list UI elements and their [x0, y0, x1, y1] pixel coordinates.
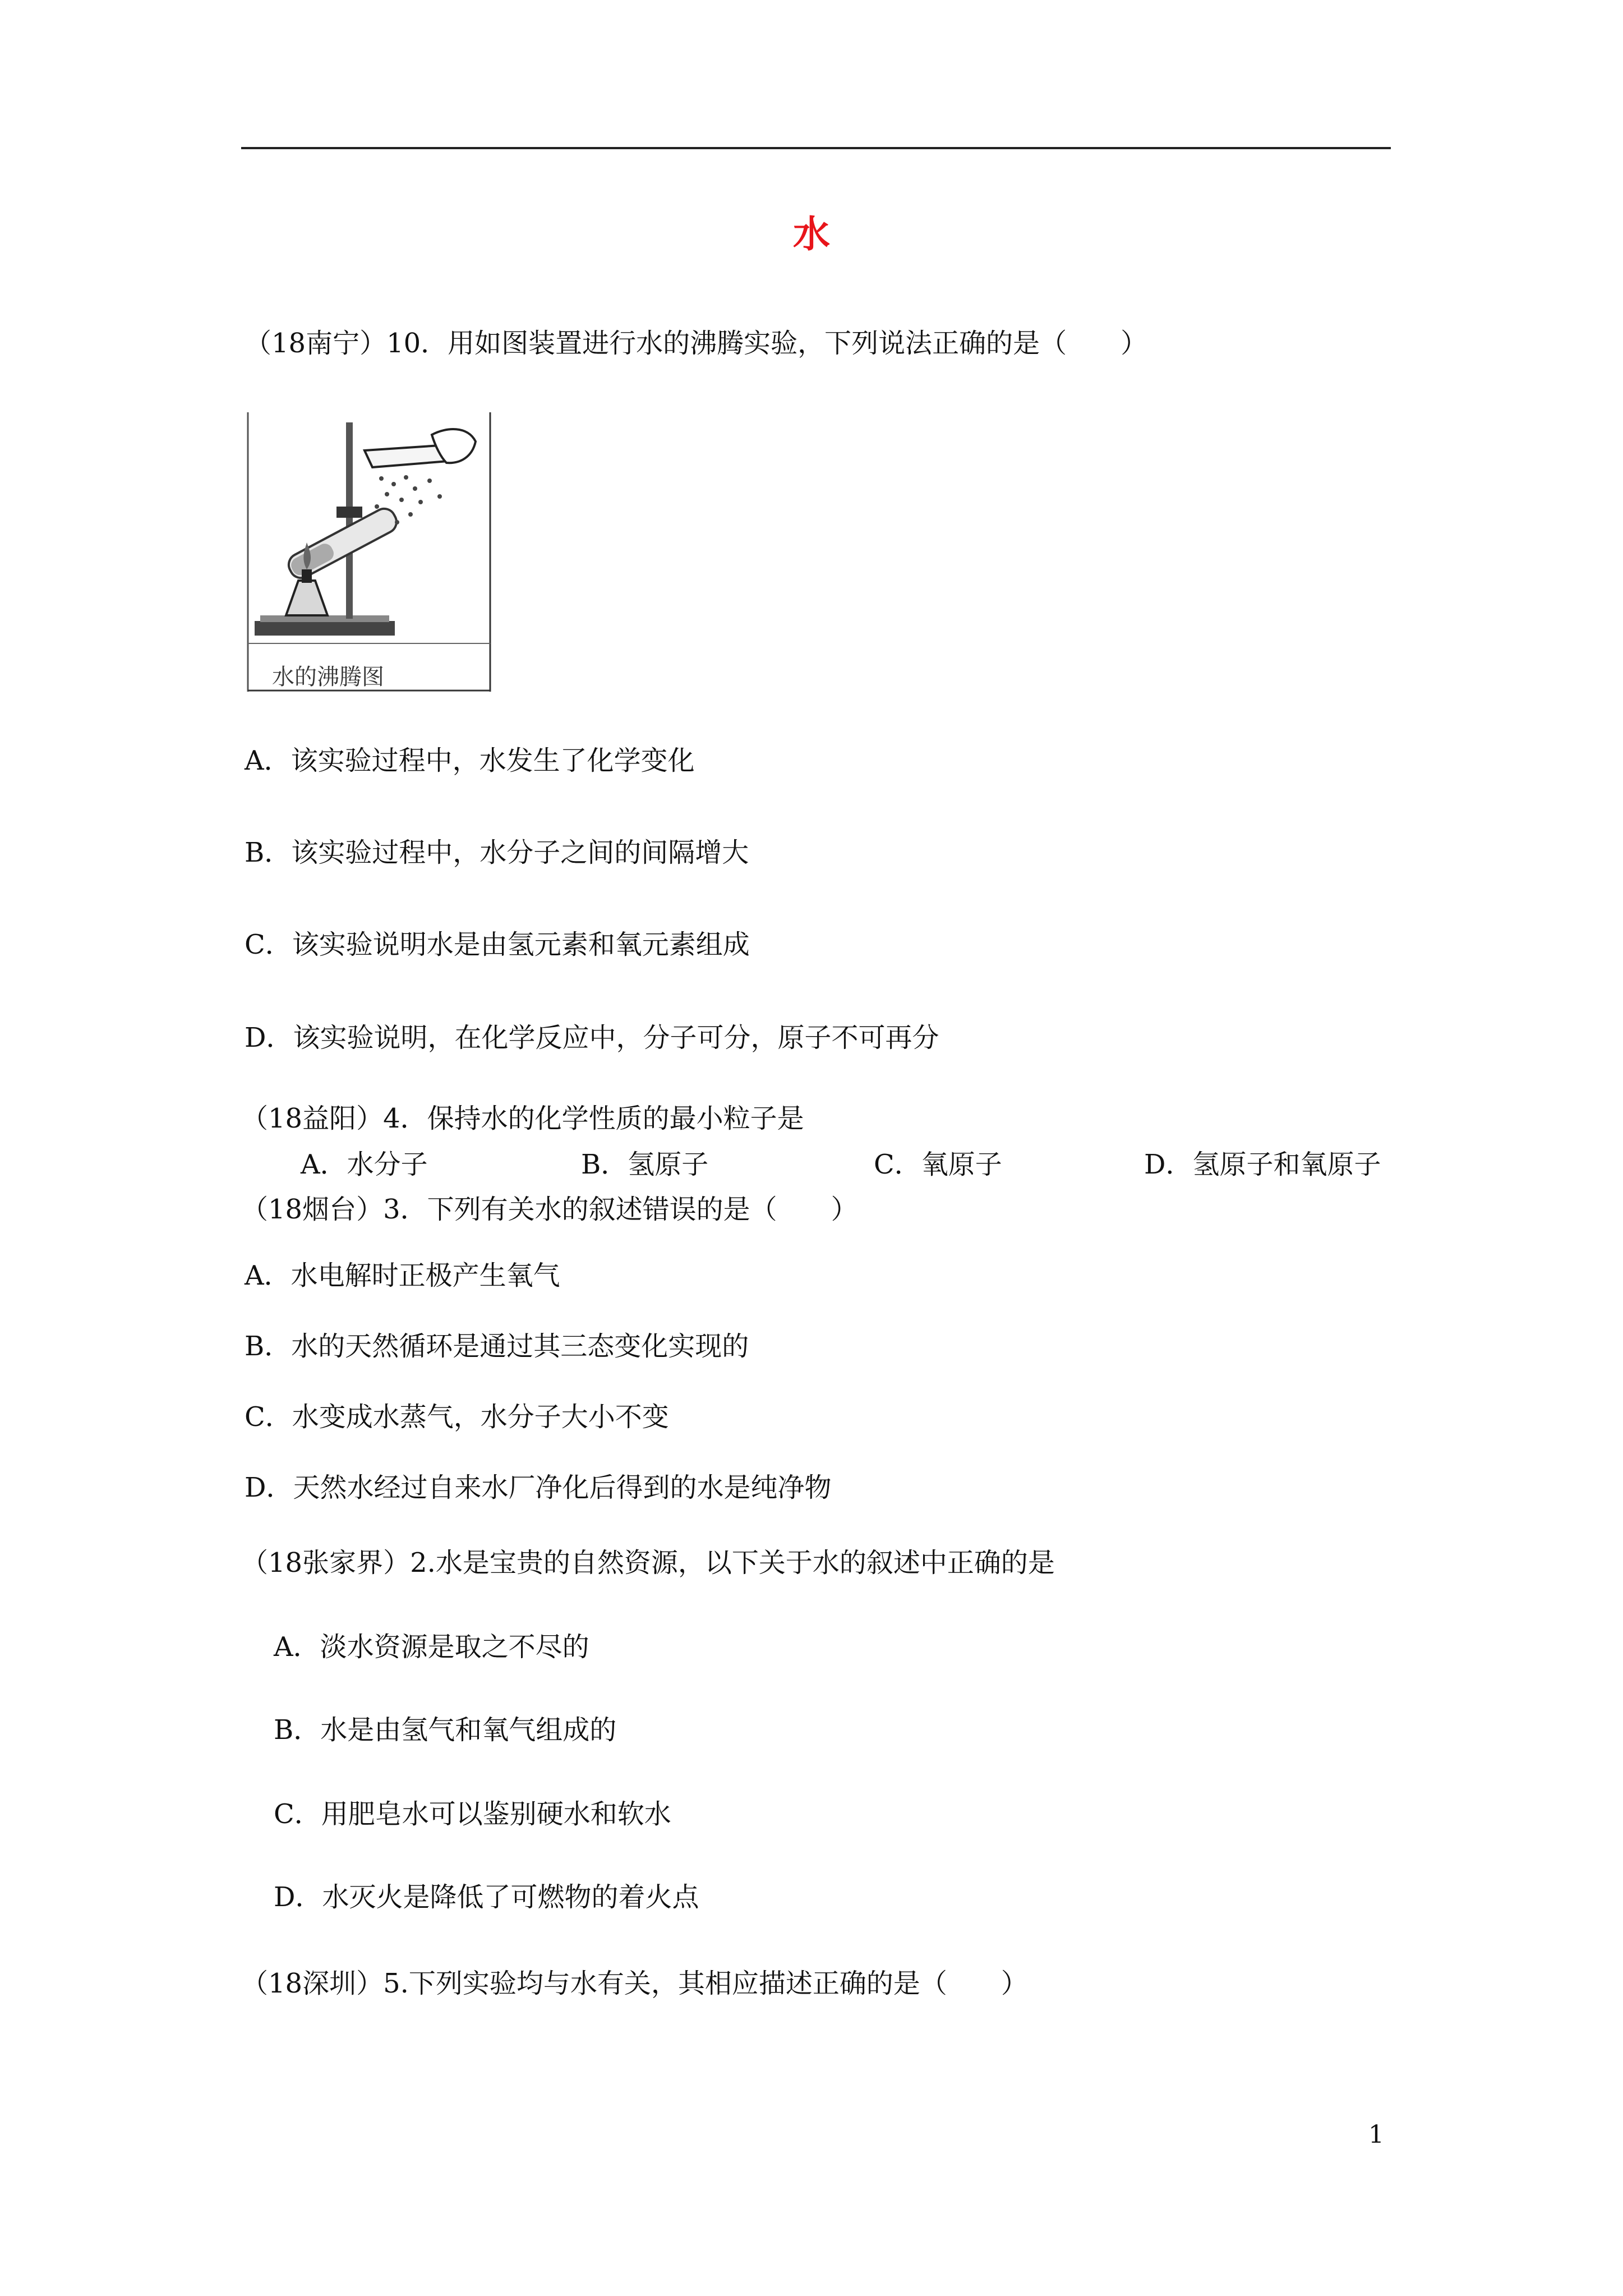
q2-option-d: D．氢原子和氧原子 [1144, 1149, 1381, 1180]
q4-option-c: C．用肥皂水可以鉴别硬水和软水 [274, 1798, 671, 1830]
q4-option-a: A．淡水资源是取之不尽的 [274, 1631, 589, 1663]
question-stem-3: （18烟台）3．下列有关水的叙述错误的是（ ） [241, 1194, 858, 1225]
question-stem-2: （18益阳）4．保持水的化学性质的最小粒子是 [241, 1103, 804, 1134]
figure-caption: 水的沸腾图 [272, 664, 384, 690]
q3-option-c: C．水变成水蒸气，水分子大小不变 [245, 1401, 669, 1433]
boiling-apparatus-illustration [247, 412, 491, 692]
q2-option-c: C．氧原子 [874, 1149, 1002, 1180]
boiling-water-figure [247, 412, 491, 692]
question-stem-4: （18张家界）2.水是宝贵的自然资源，以下关于水的叙述中正确的是 [241, 1547, 1055, 1579]
q1-option-b: B．该实验过程中，水分子之间的间隔增大 [245, 837, 749, 868]
q1-option-c: C．该实验说明水是由氢元素和氧元素组成 [245, 929, 750, 960]
q2-option-a: A．水分子 [301, 1149, 428, 1180]
page-title: 水 [793, 213, 830, 256]
q2-option-b: B．氢原子 [581, 1149, 709, 1180]
page-number: 1 [1368, 2120, 1384, 2149]
q4-option-b: B．水是由氢气和氧气组成的 [274, 1714, 617, 1746]
q3-option-d: D．天然水经过自来水厂净化后得到的水是纯净物 [245, 1472, 832, 1503]
q3-option-b: B．水的天然循环是通过其三态变化实现的 [245, 1331, 749, 1362]
question-stem-5: （18深圳）5.下列实验均与水有关，其相应描述正确的是（ ） [241, 1968, 1028, 1999]
question-stem-1: （18南宁）10．用如图装置进行水的沸腾实验，下列说法正确的是（ ） [245, 328, 1148, 359]
header-rule [241, 147, 1391, 149]
q3-option-a: A．水电解时正极产生氧气 [245, 1260, 560, 1291]
q1-option-d: D．该实验说明，在化学反应中，分子可分，原子不可再分 [245, 1022, 939, 1053]
q1-option-a: A．该实验过程中，水发生了化学变化 [245, 745, 695, 776]
q4-option-d: D．水灭火是降低了可燃物的着火点 [274, 1881, 699, 1913]
